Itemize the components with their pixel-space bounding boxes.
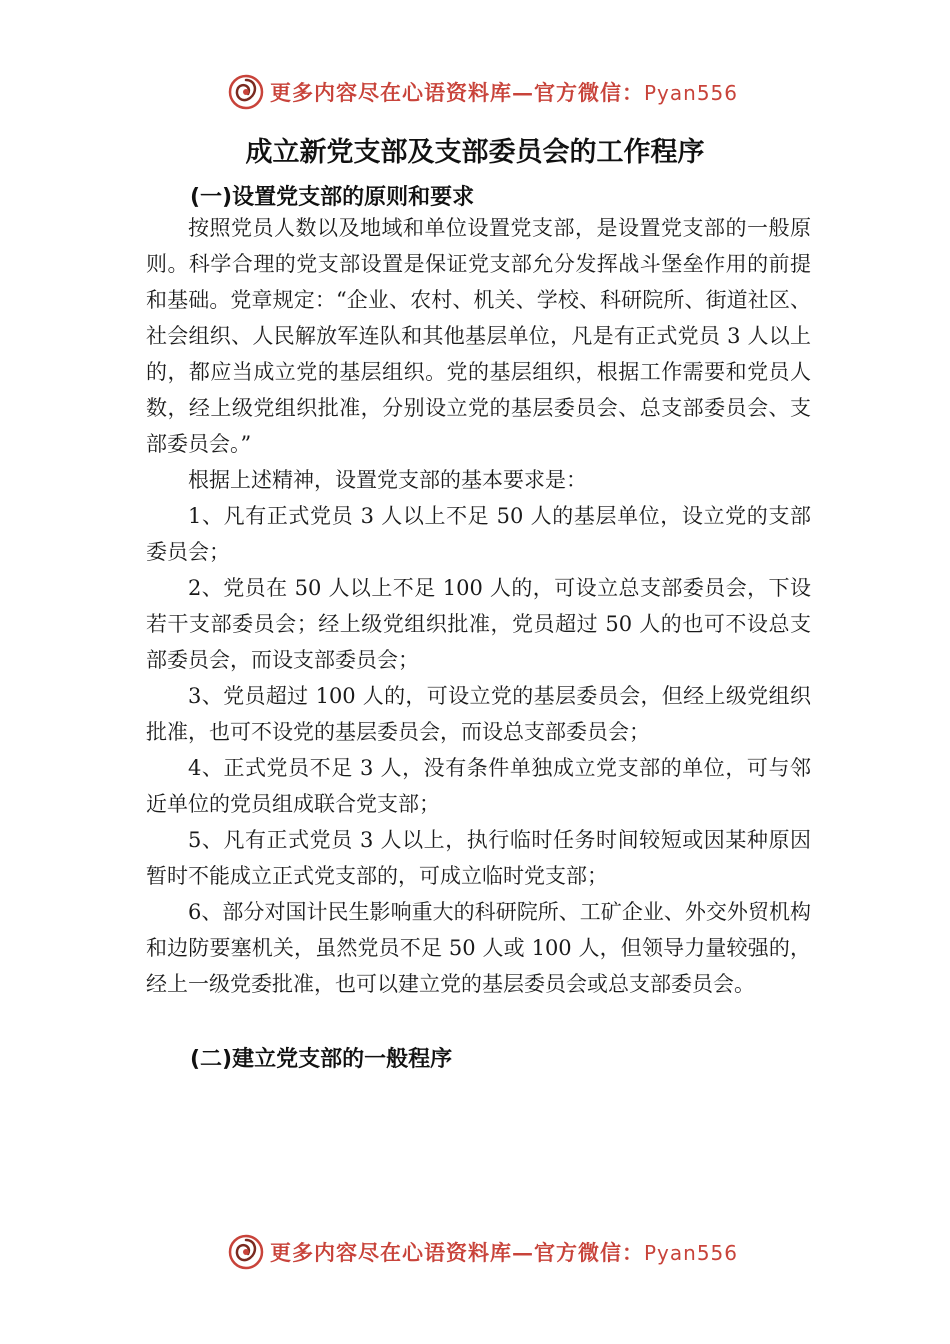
paragraph: 根据上述精神，设置党支部的基本要求是： bbox=[188, 468, 587, 492]
footer-banner bbox=[228, 1232, 738, 1272]
red-spiral-logo-icon bbox=[228, 1234, 264, 1270]
red-spiral-logo-icon bbox=[228, 74, 264, 110]
paragraph: 6、部分对国计民生影响重大的科研院所、工矿企业、外交外贸机构和边防要塞机关，虽然党员不足 50 人或 100 人，但领导力量较强的，经上一级党委批准，也可以建立党的基层委员会或总支部委员会。 bbox=[146, 900, 811, 996]
paragraph: 2、党员在 50 人以上不足 100 人的，可设立总支部委员会，下设若干支部委员会；经上级党组织批准，党员超过 50 人的也可不设总支部委员会，而设支部委员会； bbox=[146, 576, 811, 672]
page-title: 成立新党支部及支部委员会的工作程序 bbox=[245, 137, 705, 168]
section1-heading: (一)设置党支部的原则和要求 bbox=[190, 185, 475, 210]
paragraph: 3、党员超过 100 人的，可设立党的基层委员会，但经上级党组织批准，也可不设党的基层委员会，而设总支部委员会； bbox=[146, 684, 811, 744]
footer-banner-text: 更多内容尽在心语资料库—官方微信：Pyan556 bbox=[270, 1240, 739, 1265]
paragraph: 1、凡有正式党员 3 人以上不足 50 人的基层单位，设立党的支部委员会； bbox=[146, 504, 811, 564]
header-banner-text: 更多内容尽在心语资料库—官方微信：Pyan556 bbox=[270, 80, 739, 105]
wechat-id: Pyan556 bbox=[644, 81, 739, 105]
section1-body bbox=[146, 210, 811, 1002]
paragraph: 按照党员人数以及地域和单位设置党支部，是设置党支部的一般原则。科学合理的党支部设置是保证党支部允分发挥战斗堡垒作用的前提和基础。党章规定：“企业、农村、机关、学校、科研院所、街道社区、社会组织、人民解放军连队和其他基层单位，凡是有正式党员 3 人以上的，都应当成立党的基层组织。党的基层组织，根据工作需要和党员人数，经上级党组织批准，分别设立党的基层委员会、总支部委员会、支部委员会。” bbox=[146, 216, 811, 456]
wechat-id: Pyan556 bbox=[644, 1241, 739, 1265]
section2-heading: (二)建立党支部的一般程序 bbox=[190, 1047, 453, 1072]
header-banner bbox=[228, 72, 738, 112]
paragraph: 5、凡有正式党员 3 人以上，执行临时任务时间较短或因某种原因暂时不能成立正式党支部的，可成立临时党支部； bbox=[146, 828, 811, 888]
paragraph: 4、正式党员不足 3 人，没有条件单独成立党支部的单位，可与邻近单位的党员组成联合党支部； bbox=[146, 756, 811, 816]
